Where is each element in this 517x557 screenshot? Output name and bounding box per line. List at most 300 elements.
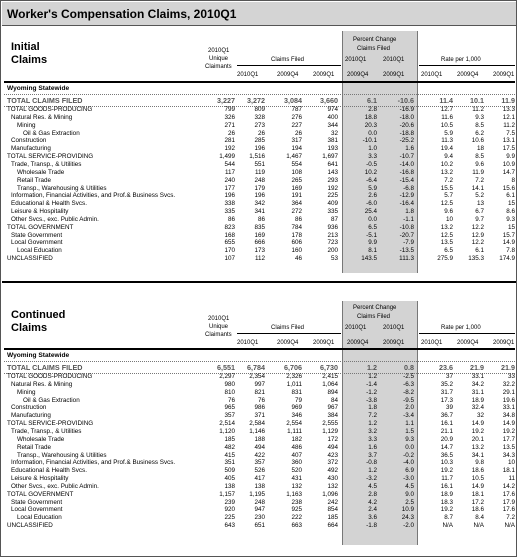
cell-value: 3.7 [368, 451, 377, 459]
cell-value: 13.5 [440, 239, 453, 247]
cell-value: 193 [327, 145, 338, 153]
cell-value: 1,120 [219, 427, 235, 435]
cell-value: 31.1 [471, 388, 484, 396]
cell-value: 821 [254, 388, 265, 396]
row-label: State Government [11, 498, 63, 506]
table-row [1, 491, 517, 499]
cell-value: 357 [224, 412, 235, 420]
cell-value: 15.5 [440, 184, 453, 192]
cell-value: 11.2 [503, 121, 515, 129]
cell-value: 132 [327, 482, 338, 490]
cell-value: 2.0 [405, 404, 414, 412]
table-row [1, 239, 517, 247]
cell-value: 271 [224, 121, 235, 129]
cell-value: -16.8 [399, 168, 414, 176]
cell-value: 6.7 [475, 208, 484, 216]
table-row [1, 130, 517, 138]
cell-value: 2,415 [322, 373, 338, 380]
cell-value: 947 [254, 506, 265, 514]
cell-value: 341 [254, 208, 265, 216]
header-label: 2010Q1 [345, 57, 367, 63]
cell-value: 14.7 [440, 443, 453, 451]
cell-value: 14.2 [502, 482, 515, 490]
cell-value: 19.2 [502, 427, 515, 435]
cell-value: 15.6 [502, 184, 515, 192]
table-row [1, 185, 517, 193]
cell-value: -6.0 [366, 200, 377, 208]
continued-claims-section [1, 299, 517, 549]
row-label: Transp., Warehousing & Utilities [17, 184, 107, 192]
cell-value: 2,297 [219, 373, 235, 380]
cell-value: 170 [224, 247, 235, 255]
cell-value: 117 [224, 168, 235, 176]
cell-value: 86 [294, 215, 302, 223]
row-label: TOTAL GOVERNMENT [7, 490, 74, 498]
cell-value: 107 [224, 255, 235, 263]
cell-value: 554 [291, 160, 302, 168]
cell-value: 16.1 [440, 420, 453, 428]
cell-value: 24.3 [401, 514, 414, 522]
header-label: Percent Change [353, 37, 397, 43]
cell-value: 273 [254, 121, 265, 129]
cell-value: 18.1 [471, 490, 484, 498]
cell-value: 14.1 [471, 184, 484, 192]
cell-value: 18.8 [364, 113, 377, 121]
header-rule [237, 333, 341, 334]
cell-value: 21.9 [501, 362, 515, 372]
section-divider [2, 281, 517, 283]
cell-value: 526 [254, 467, 265, 475]
cell-value: 227 [291, 121, 302, 129]
cell-value: 32 [330, 129, 338, 137]
cell-value: -3.8 [366, 396, 377, 404]
cell-value: 1.2 [367, 362, 377, 372]
header-rule [237, 65, 341, 66]
cell-value: 9.9 [506, 153, 515, 161]
cell-value: 143 [327, 168, 338, 176]
cell-value: 25.4 [364, 208, 377, 216]
table-row [1, 373, 517, 381]
cell-value: 19.2 [471, 427, 484, 435]
cell-value: 407 [291, 451, 302, 459]
cell-value: 20.9 [440, 435, 453, 443]
row-label: TOTAL CLAIMS FILED [7, 95, 83, 105]
cell-value: 19.4 [440, 145, 453, 153]
cell-value: 84 [330, 396, 338, 404]
cell-value: 10.2 [440, 160, 453, 168]
cell-value: 2.6 [368, 192, 377, 200]
row-label: Construction [11, 137, 47, 145]
cell-value: 1.2 [368, 420, 377, 428]
cell-value: 925 [291, 506, 302, 514]
cell-value: 2.8 [368, 106, 377, 113]
row-label: Local Education [17, 514, 62, 522]
cell-value: 87 [330, 215, 338, 223]
cell-value: 492 [327, 467, 338, 475]
cell-value: 192 [327, 184, 338, 192]
cell-value: -16.9 [399, 106, 414, 113]
cell-value: 8.7 [444, 514, 453, 522]
table-row [1, 506, 517, 514]
section-title: Initial [11, 41, 40, 53]
cell-value: 34.3 [502, 451, 515, 459]
cell-value: 1.5 [405, 427, 414, 435]
row-label: TOTAL GOVERNMENT [7, 223, 74, 231]
cell-value: 326 [224, 113, 235, 121]
cell-value: 799 [224, 106, 235, 113]
row-label: Manufacturing [11, 145, 51, 153]
cell-value: 986 [254, 404, 265, 412]
cell-value: 2.5 [405, 498, 414, 506]
header-label: Claimants [205, 332, 232, 338]
cell-value: 2,554 [286, 420, 302, 428]
cell-value: 810 [224, 388, 235, 396]
cell-value: -18.0 [399, 113, 414, 121]
cell-value: 494 [254, 443, 265, 451]
row-label: Information, Financial Activities, and Prof.& Business Svcs. [11, 192, 176, 200]
cell-value: 494 [327, 443, 338, 451]
cell-value: 1,096 [322, 490, 338, 498]
cell-value: 6.9 [405, 467, 414, 475]
cell-value: 33 [507, 373, 515, 380]
cell-value: -10.1 [362, 137, 377, 145]
cell-value: 6.1 [367, 95, 377, 105]
row-divider [4, 94, 515, 95]
header-label: 2009Q1 [383, 340, 405, 346]
cell-value: 135.3 [468, 255, 484, 263]
cell-value: 76 [227, 396, 235, 404]
header-rule [419, 65, 515, 66]
row-label: Other Svcs., exc. Public Admin. [11, 482, 99, 490]
table-row [1, 224, 517, 232]
cell-value: 1,516 [249, 153, 265, 161]
header-label: 2009Q4 [457, 72, 479, 78]
header-label: Claimants [205, 64, 232, 70]
cell-value: -10.8 [399, 223, 414, 231]
cell-value: -9.5 [403, 396, 414, 404]
header-label: Percent Change [353, 305, 397, 311]
cell-value: 111.3 [399, 255, 414, 263]
cell-value: 1.6 [368, 443, 377, 451]
title-bar [2, 2, 517, 26]
cell-value: 974 [327, 106, 338, 113]
row-label: Wholesale Trade [17, 435, 65, 443]
table-row [1, 137, 517, 145]
cell-value: 7.2 [368, 412, 377, 420]
cell-value: 894 [327, 388, 338, 396]
cell-value: -6.4 [366, 176, 377, 184]
cell-value: -3.4 [403, 412, 414, 420]
cell-value: 344 [327, 121, 338, 129]
section-title: Claims [11, 322, 48, 334]
cell-value: 2,326 [286, 373, 302, 380]
cell-value: 53 [330, 255, 338, 263]
cell-value: 9.3 [405, 435, 414, 443]
table-row [1, 169, 517, 177]
cell-value: 10 [445, 215, 453, 223]
table-row [1, 428, 517, 436]
cell-value: 400 [327, 113, 338, 121]
cell-value: 787 [291, 106, 302, 113]
cell-value: -1.8 [366, 522, 377, 530]
cell-value: 276 [291, 113, 302, 121]
cell-value: 3.2 [368, 427, 377, 435]
cell-value: 384 [327, 412, 338, 420]
header-label: 2010Q1 [208, 48, 230, 54]
cell-value: 486 [291, 443, 302, 451]
cell-value: 18.1 [502, 467, 515, 475]
cell-value: 409 [327, 200, 338, 208]
table-row [1, 161, 517, 169]
cell-value: 0.0 [368, 129, 377, 137]
cell-value: 225 [327, 192, 338, 200]
cell-value: -6.3 [403, 380, 414, 388]
cell-value: 784 [291, 223, 302, 231]
table-row [1, 452, 517, 460]
cell-value: 415 [224, 451, 235, 459]
row-label: Natural Res. & Mining [11, 380, 73, 388]
header-label: Unique [209, 56, 229, 62]
cell-value: -12.9 [399, 192, 414, 200]
cell-value: 185 [224, 435, 235, 443]
cell-value: 0.0 [368, 215, 377, 223]
table-row [1, 106, 517, 114]
cell-value: 10.1 [470, 95, 484, 105]
header-label: Claims Filed [271, 57, 305, 63]
cell-value: 10.9 [502, 160, 515, 168]
cell-value: 185 [327, 514, 338, 522]
cell-value: 823 [224, 223, 235, 231]
header-rule [4, 348, 515, 350]
cell-value: -1.2 [366, 388, 377, 396]
row-label: Mining [17, 121, 36, 129]
cell-value: 248 [254, 176, 265, 184]
cell-value: 76 [257, 396, 265, 404]
cell-value: 272 [291, 208, 302, 216]
row-label: Trade, Transp., & Utilities [11, 427, 82, 435]
cell-value: 32.4 [471, 404, 484, 412]
cell-value: 13.2 [440, 223, 453, 231]
table-row [1, 145, 517, 153]
region-label: Wyoming Statewide [7, 85, 70, 92]
cell-value: 2,514 [219, 420, 235, 428]
cell-value: 285 [254, 137, 265, 145]
table-row [1, 247, 517, 255]
cell-value: 328 [254, 113, 265, 121]
cell-value: 17.6 [502, 506, 515, 514]
cell-value: -1.1 [403, 215, 414, 223]
cell-value: 39 [445, 404, 453, 412]
cell-value: 18.6 [471, 467, 484, 475]
cell-value: -4.0 [403, 459, 414, 467]
cell-value: 551 [254, 160, 265, 168]
cell-value: 13.5 [502, 443, 515, 451]
cell-value: 13.2 [471, 443, 484, 451]
cell-value: 3.6 [368, 514, 377, 522]
cell-value: 2.4 [368, 506, 377, 514]
cell-value: 19.2 [440, 506, 453, 514]
cell-value: 46 [294, 255, 302, 263]
cell-value: 34.8 [502, 412, 515, 420]
row-label: TOTAL SERVICE-PROVIDING [7, 153, 94, 161]
cell-value: 13.1 [502, 137, 515, 145]
cell-value: 5.9 [368, 184, 377, 192]
cell-value: 10.2 [364, 168, 377, 176]
cell-value: 317 [291, 137, 302, 145]
table-row [1, 467, 517, 475]
cell-value: 10.5 [471, 475, 484, 483]
cell-value: 13.3 [502, 106, 515, 113]
cell-value: 12.1 [502, 113, 515, 121]
row-label: Construction [11, 404, 47, 412]
section-title: Claims [11, 54, 48, 66]
row-label: Educational & Health Svcs. [11, 200, 87, 208]
cell-value: 14.9 [471, 482, 484, 490]
cell-value: 33.1 [471, 373, 484, 380]
cell-value: 9.0 [405, 490, 414, 498]
cell-value: 1,157 [219, 490, 235, 498]
cell-value: 342 [254, 200, 265, 208]
cell-value: 17.3 [440, 396, 453, 404]
cell-value: 178 [291, 231, 302, 239]
cell-value: 7.8 [506, 247, 515, 255]
cell-value: -6.8 [403, 184, 414, 192]
cell-value: 338 [224, 200, 235, 208]
table-row [1, 216, 517, 224]
cell-value: 32.2 [502, 380, 515, 388]
cell-value: 6.2 [475, 129, 484, 137]
cell-value: 969 [291, 404, 302, 412]
cell-value: -2.5 [403, 373, 414, 380]
header-label: 2010Q1 [345, 325, 367, 331]
cell-value: 3,084 [284, 95, 302, 105]
cell-value: 10 [507, 459, 515, 467]
cell-value: 172 [327, 435, 338, 443]
cell-value: 2,555 [322, 420, 338, 428]
cell-value: N/A [504, 522, 515, 530]
cell-value: 179 [254, 184, 265, 192]
cell-value: 11.7 [441, 475, 453, 483]
cell-value: 222 [291, 514, 302, 522]
cell-value: 6.1 [475, 247, 484, 255]
cell-value: 641 [327, 160, 338, 168]
cell-value: 2,584 [249, 420, 265, 428]
table-header [1, 299, 517, 349]
cell-value: 0.8 [404, 362, 414, 372]
table-row [1, 475, 517, 483]
header-label: Rate per 1,000 [441, 57, 481, 63]
cell-value: -3.2 [366, 475, 377, 483]
row-label: Leisure & Hospitality [11, 208, 69, 216]
cell-value: 15.7 [502, 231, 515, 239]
table-row [1, 404, 517, 412]
cell-value: 7.5 [506, 129, 515, 137]
header-label: 2009Q4 [347, 340, 369, 346]
cell-value: 275.9 [437, 255, 453, 263]
cell-value: 835 [254, 223, 265, 231]
header-label: Claims Filed [357, 314, 391, 320]
cell-value: 13.2 [440, 168, 453, 176]
row-label: Local Government [11, 506, 63, 514]
table-row [1, 444, 517, 452]
cell-value: 3.3 [368, 435, 377, 443]
cell-value: 169 [291, 184, 302, 192]
row-label: Mining [17, 388, 36, 396]
cell-value: -10.6 [397, 95, 414, 105]
table-row [1, 499, 517, 507]
row-label: Other Svcs., exc. Public Admin. [11, 215, 99, 223]
cell-value: 169 [254, 231, 265, 239]
cell-value: 132 [291, 482, 302, 490]
table-row [1, 177, 517, 185]
row-label: TOTAL GOODS-PRODUCING [7, 106, 93, 113]
cell-value: 21.9 [470, 362, 484, 372]
table-row [1, 122, 517, 130]
cell-value: 11.9 [472, 168, 484, 176]
cell-value: 37 [445, 373, 453, 380]
cell-value: 11 [508, 475, 515, 483]
cell-value: 26 [294, 129, 302, 137]
table-row [1, 412, 517, 420]
cell-value: 160 [291, 247, 302, 255]
cell-value: 12.7 [440, 106, 453, 113]
cell-value: 606 [291, 239, 302, 247]
cell-value: 6.5 [444, 247, 453, 255]
header-label: Rate per 1,000 [441, 325, 481, 331]
cell-value: 9.9 [368, 239, 377, 247]
cell-value: 17.6 [502, 490, 515, 498]
row-label: Retail Trade [17, 443, 51, 451]
row-label: Wholesale Trade [17, 168, 65, 176]
row-label: State Government [11, 231, 63, 239]
cell-value: 29.1 [502, 388, 515, 396]
initial-claims-section [1, 29, 517, 279]
row-label: TOTAL SERVICE-PROVIDING [7, 420, 94, 428]
cell-value: 9.3 [475, 113, 484, 121]
cell-value: 854 [327, 506, 338, 514]
cell-value: 9.7 [475, 215, 484, 223]
cell-value: 11.6 [441, 113, 453, 121]
table-row [1, 483, 517, 491]
cell-value: 248 [254, 498, 265, 506]
header-label: 2010Q1 [383, 325, 405, 331]
cell-value: 1,697 [322, 153, 338, 161]
cell-value: 238 [291, 498, 302, 506]
cell-value: 86 [257, 215, 265, 223]
header-rule [4, 81, 515, 83]
table-row [1, 397, 517, 405]
cell-value: -20.6 [399, 121, 414, 129]
cell-value: 809 [254, 106, 265, 113]
cell-value: 371 [254, 412, 265, 420]
cell-value: -2.0 [403, 522, 414, 530]
header-label: Claims Filed [357, 46, 391, 52]
cell-value: -7.9 [403, 239, 414, 247]
cell-value: -15.4 [399, 176, 414, 184]
cell-value: 14.9 [471, 420, 484, 428]
cell-value: 335 [327, 208, 338, 216]
cell-value: 920 [224, 506, 235, 514]
cell-value: -0.8 [366, 459, 377, 467]
cell-value: 13 [476, 200, 484, 208]
table-row [1, 153, 517, 161]
cell-value: 1,499 [219, 153, 235, 161]
cell-value: -0.5 [366, 160, 377, 168]
cell-value: 405 [224, 475, 235, 483]
cell-value: 7.2 [506, 514, 515, 522]
cell-value: 980 [224, 380, 235, 388]
row-label: Transp., Warehousing & Utilities [17, 451, 107, 459]
